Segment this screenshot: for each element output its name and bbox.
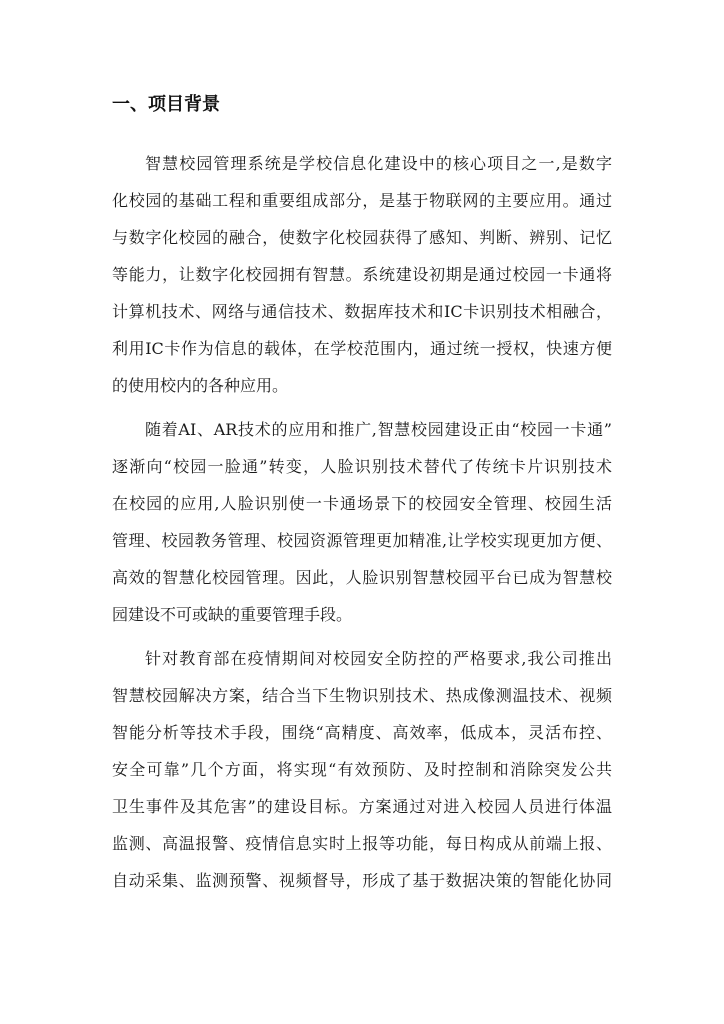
text-line: 逐渐向“校园一脸通”转变，人脸识别技术替代了传统卡片识别技术 bbox=[112, 457, 612, 476]
text-line: 针对教育部在疫情期间对校园安全防控的严格要求,我公司推出 bbox=[145, 649, 612, 668]
text-line: 卫生事件及其危害”的建设目标。方案通过对进入校园人员进行体温 bbox=[112, 797, 612, 816]
text-line: 管理、校园教务管理、校园资源管理更加精准,让学校实现更加方便、 bbox=[112, 531, 612, 550]
text-line: 自动采集、监测预警、视频督导，形成了基于数据决策的智能化协同 bbox=[112, 871, 612, 890]
text-line: 计算机技术、网络与通信技术、数据库技术和IC卡识别技术相融合， bbox=[112, 302, 612, 321]
text-line: 园建设不可或缺的重要管理手段。 bbox=[112, 605, 353, 624]
paragraph-2 bbox=[112, 411, 612, 633]
text-line: 随着AI、AR技术的应用和推广,智慧校园建设正由“校园一卡通” bbox=[145, 420, 612, 439]
text-line: 的使用校内的各种应用。 bbox=[112, 376, 289, 395]
text-line: 智慧校园管理系统是学校信息化建设中的核心项目之一,是数字 bbox=[145, 154, 612, 173]
text-line: 智慧校园解决方案，结合当下生物识别技术、热成像测温技术、视频 bbox=[112, 686, 612, 705]
text-line: 在校园的应用,人脸识别使一卡通场景下的校园安全管理、校园生活 bbox=[112, 494, 612, 513]
text-line: 等能力，让数字化校园拥有智慧。系统建设初期是通过校园一卡通将 bbox=[112, 265, 612, 284]
text-line: 化校园的基础工程和重要组成部分，是基于物联网的主要应用。通过 bbox=[112, 191, 612, 210]
body-text bbox=[112, 145, 612, 906]
text-line: 与数字化校园的融合，使数字化校园获得了感知、判断、辨别、记忆 bbox=[112, 228, 612, 247]
text-line: 高效的智慧化校园管理。因此，人脸识别智慧校园平台已成为智慧校 bbox=[112, 568, 612, 587]
text-line: 安全可靠”几个方面，将实现“有效预防、及时控制和消除突发公共 bbox=[112, 760, 612, 779]
paragraph-1 bbox=[112, 145, 612, 404]
paragraph-3 bbox=[112, 640, 612, 899]
text-line: 监测、高温报警、疫情信息实时上报等功能，每日构成从前端上报、 bbox=[112, 834, 612, 853]
text-line: 利用IC卡作为信息的载体，在学校范围内，通过统一授权，快速方便 bbox=[112, 339, 612, 358]
text-line: 智能分析等技术手段，围绕“高精度、高效率，低成本，灵活布控、 bbox=[112, 723, 612, 742]
section-heading: 一、项目背景 bbox=[112, 94, 220, 115]
